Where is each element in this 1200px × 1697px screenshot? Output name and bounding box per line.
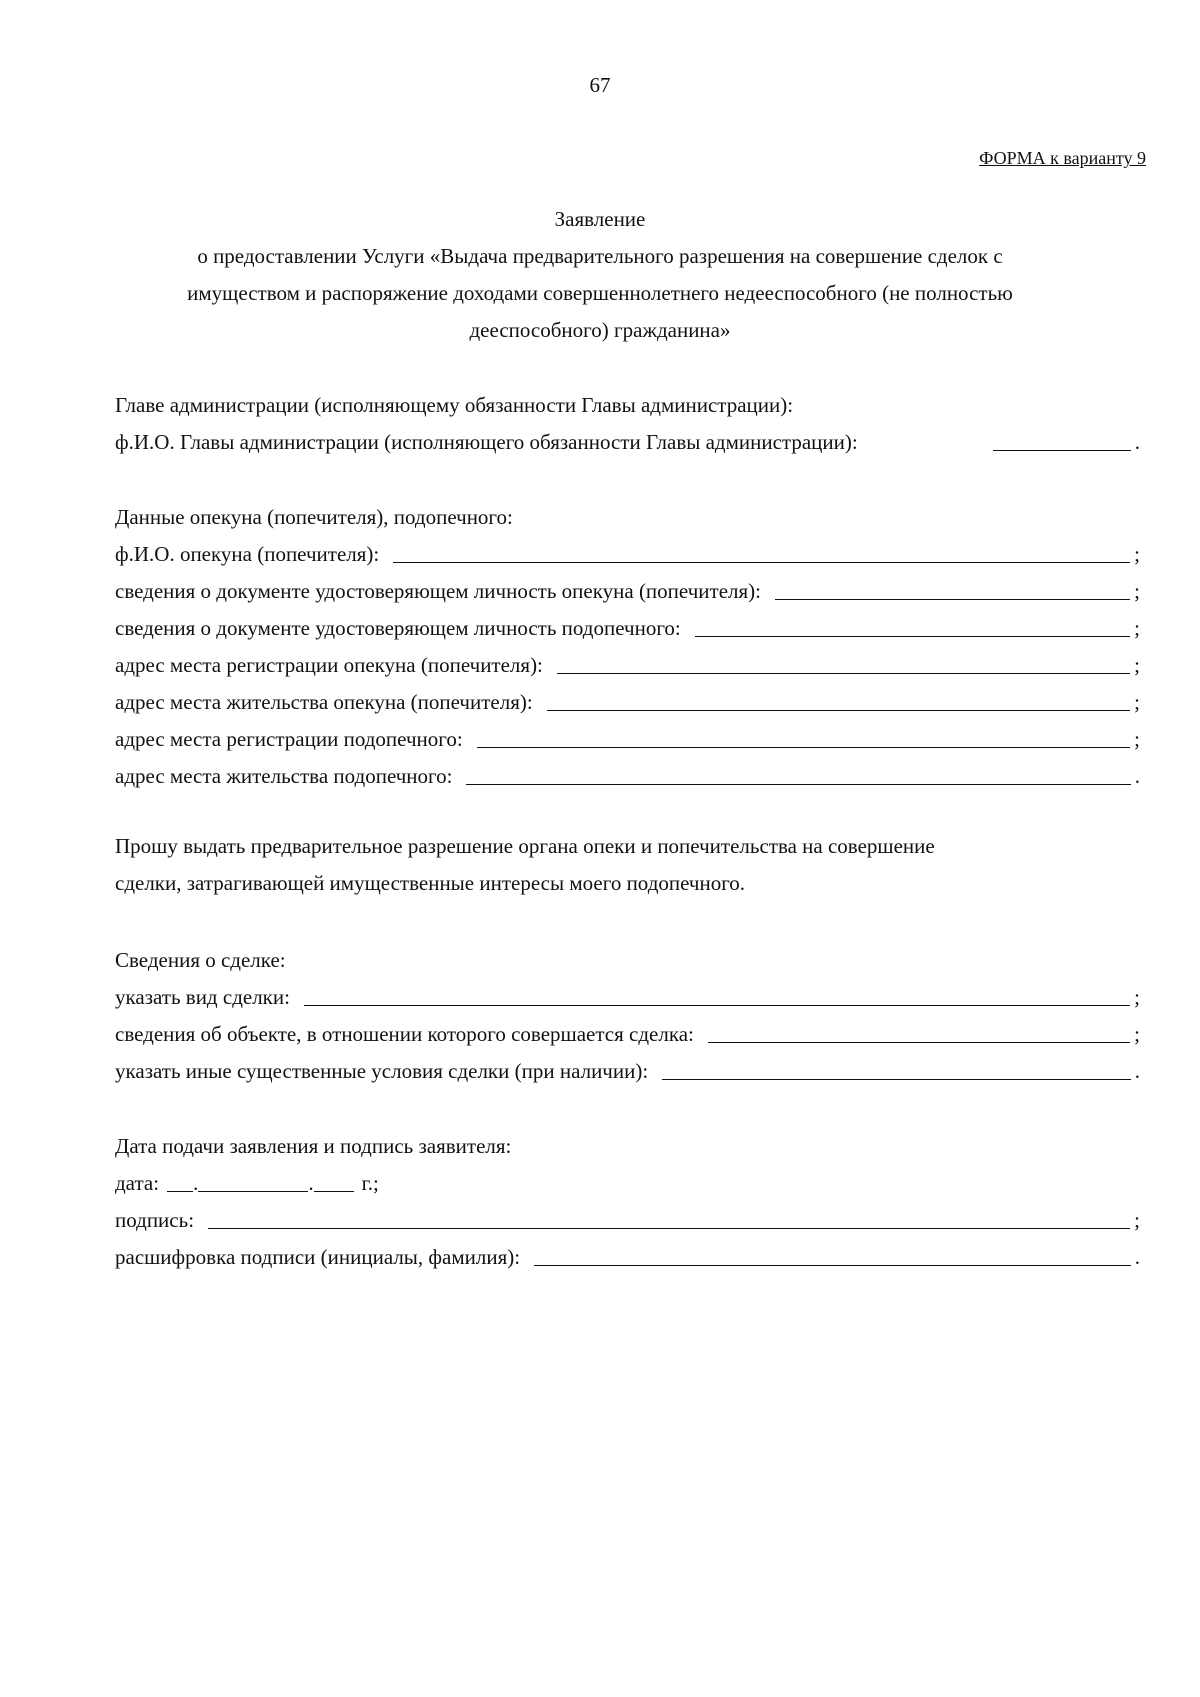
row-end-punct: ; [1134,653,1140,677]
guardian-field-label: адрес места регистрации опекуна (попечителя): [115,653,543,677]
deal-field-row [115,982,1140,1012]
deal-field-label: указать вид сделки: [115,985,290,1009]
deal-object-field[interactable] [708,1041,1130,1043]
guardian-registration-address-field[interactable] [557,672,1130,674]
guardian-field-label: адрес места жительства опекуна (попечителя): [115,690,533,714]
date-label: дата: [115,1171,160,1195]
request-line-1: Прошу выдать предварительное разрешение органа опеки и попечительства на совершение [115,834,935,858]
signature-field[interactable] [208,1227,1130,1229]
title-line-2: имуществом и распоряжение доходами совершеннолетнего недееспособного (не полностью [187,281,1013,305]
guardian-id-doc-field[interactable] [775,598,1130,600]
deal-field-label: указать иные существенные условия сделки (при наличии): [115,1059,649,1083]
guardian-field-label: сведения о документе удостоверяющем личность подопечного: [115,616,681,640]
guardian-fio-field[interactable] [393,561,1130,563]
page-number: 67 [589,73,611,97]
signature-decryption-field[interactable] [534,1264,1131,1266]
row-end-punct: . [1134,1059,1140,1083]
ward-id-doc-field[interactable] [695,635,1130,637]
guardian-field-row [115,576,1140,606]
addressee-fio-row [115,427,1140,457]
date-month-field[interactable] [198,1190,308,1192]
row-end-punct: ; [1134,690,1140,714]
guardian-heading: Данные опекуна (попечителя), подопечного: [115,505,513,529]
row-end-punct: ; [1134,1022,1140,1046]
row-end-punct: ; [1134,727,1140,751]
row-end-punct: ; [1134,579,1140,603]
row-end-punct: ; [1134,985,1140,1009]
ward-registration-address-field[interactable] [477,746,1130,748]
row-end-punct: ; [1134,542,1140,566]
deal-type-field[interactable] [304,1004,1130,1006]
guardian-field-row [115,539,1140,569]
signature-field-label: расшифровка подписи (инициалы, фамилия): [115,1245,521,1269]
addressee-fio-label: ф.И.О. Главы администрации (исполняющего обязанности Главы администрации): [115,430,858,454]
row-end-punct: . [1134,430,1140,454]
guardian-field-label: сведения о документе удостоверяющем личность опекуна (попечителя): [115,579,761,603]
document-title: Заявление [554,207,646,231]
deal-field-row [115,1019,1140,1049]
title-line-1: о предоставлении Услуги «Выдача предварительного разрешения на совершение сделок с [197,244,1003,268]
guardian-residence-address-field[interactable] [547,709,1130,711]
row-end-punct: . [1134,1245,1140,1269]
ward-residence-address-field[interactable] [466,783,1130,785]
row-end-punct: ; [1134,1208,1140,1232]
signature-field-row [115,1242,1140,1272]
deal-field-label: сведения об объекте, в отношении которого совершается сделка: [115,1022,694,1046]
signature-field-row [115,1205,1140,1235]
guardian-field-row [115,613,1140,643]
guardian-field-row [115,724,1140,754]
deal-heading: Сведения о сделке: [115,948,286,972]
guardian-field-label: адрес места регистрации подопечного: [115,727,463,751]
form-reference: ФОРМА к варианту 9 [979,148,1146,168]
signature-field-label: подпись: [115,1208,195,1232]
row-end-punct: ; [1134,616,1140,640]
date-day-field[interactable] [167,1190,193,1192]
guardian-field-row [115,687,1140,717]
deal-conditions-field[interactable] [662,1078,1131,1080]
request-line-2: сделки, затрагивающей имущественные интересы моего подопечного. [115,871,746,895]
deal-field-row [115,1056,1140,1086]
addressee-fio-field[interactable] [993,449,1131,451]
row-end-punct: . [1134,764,1140,788]
date-year-field[interactable] [314,1190,354,1192]
addressee-line: Главе администрации (исполняющему обязанности Главы администрации): [115,393,794,417]
guardian-field-row [115,650,1140,680]
date-separator: . [193,1171,199,1195]
date-row [115,1168,379,1198]
request-paragraph [115,828,1115,902]
guardian-field-row [115,761,1140,791]
guardian-field-label: адрес места жительства подопечного: [115,764,453,788]
title-line-3: дееспособного) гражданина» [469,318,731,342]
date-separator: . [308,1171,314,1195]
guardian-field-label: ф.И.О. опекуна (попечителя): [115,542,380,566]
signature-heading: Дата подачи заявления и подпись заявителя: [115,1134,512,1158]
date-year-suffix: г.; [361,1171,379,1195]
